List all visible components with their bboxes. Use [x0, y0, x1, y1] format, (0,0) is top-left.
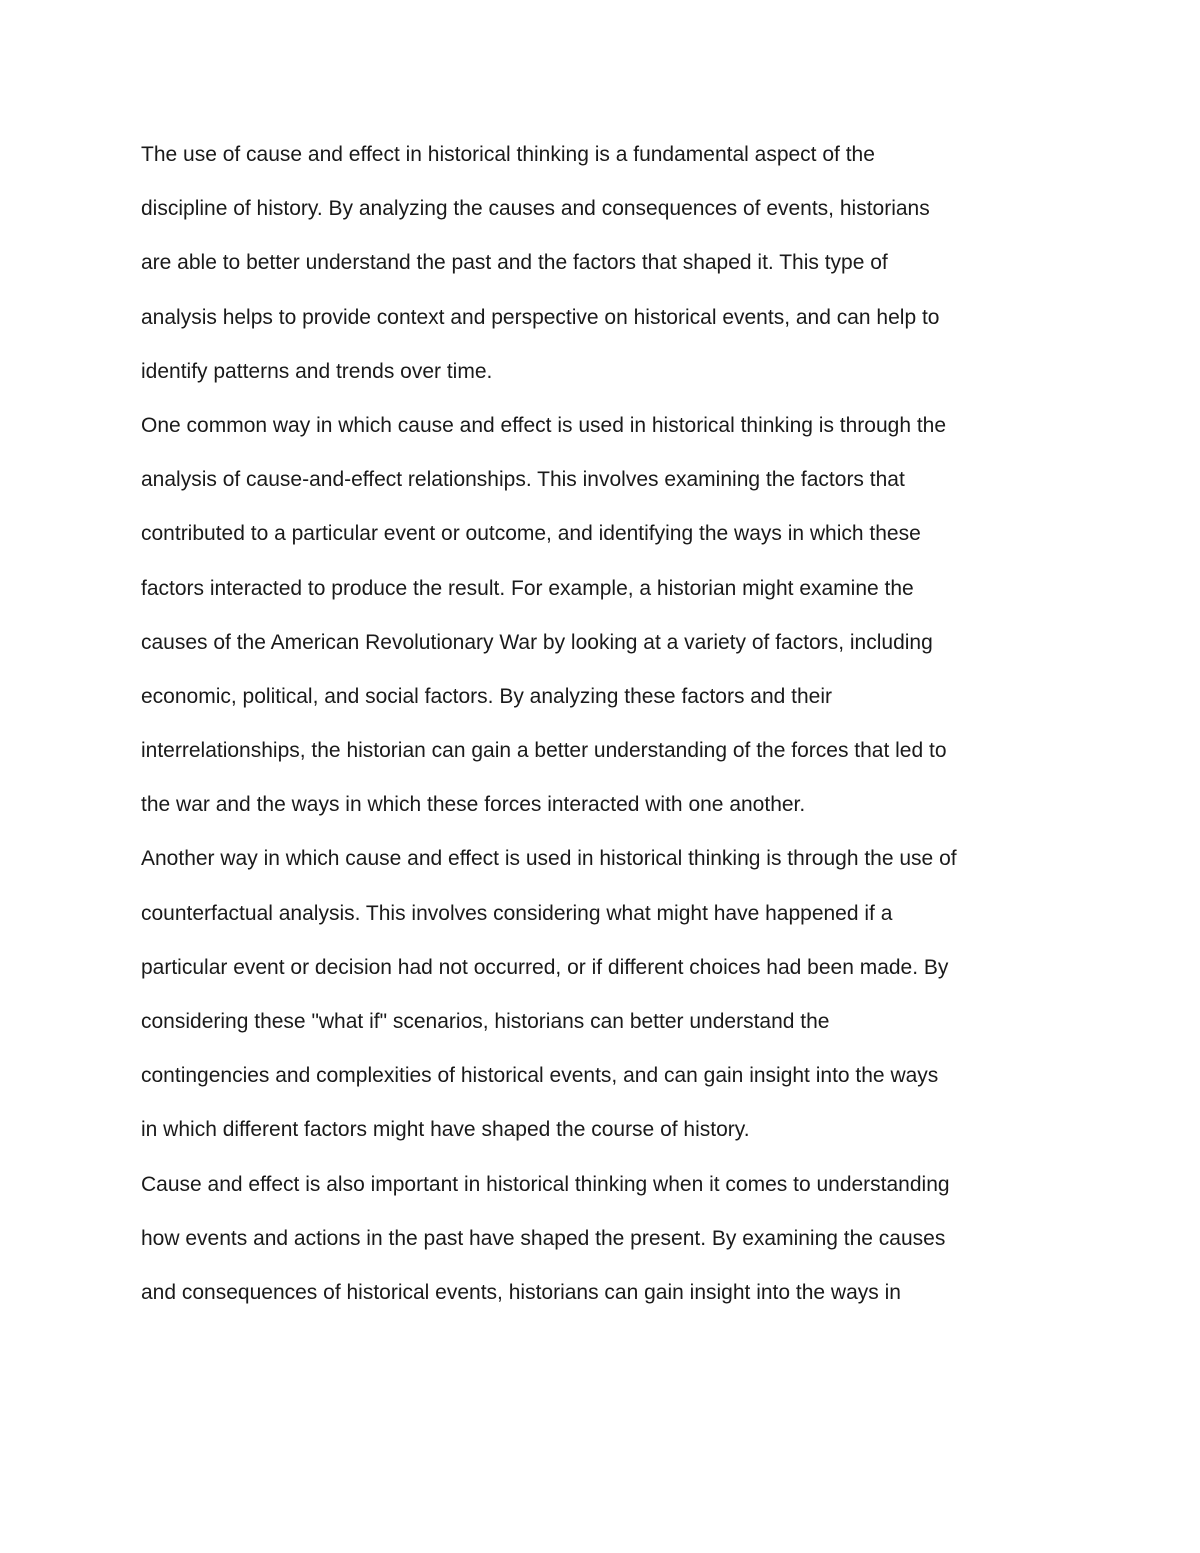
text-line: economic, political, and social factors. By analyzing these factors and their: [141, 684, 833, 708]
text-line: contingencies and complexities of historical events, and can gain insight into the ways: [141, 1064, 939, 1088]
text-line: analysis of cause-and-effect relationships. This involves examining the factors that: [141, 468, 905, 492]
text-line: considering these "what if" scenarios, historians can better understand the: [141, 1010, 830, 1033]
text-line: are able to better understand the past and the factors that shaped it. This type of: [141, 251, 888, 275]
text-line: interrelationships, the historian can gain a better understanding of the forces that led to: [141, 739, 947, 763]
text-line: causes of the American Revolutionary War by looking at a variety of factors, including: [141, 630, 933, 654]
text-line: the war and the ways in which these forces interacted with one another.: [141, 793, 806, 817]
text-line: identify patterns and trends over time.: [141, 359, 493, 383]
text-line: discipline of history. By analyzing the causes and consequences of events, historians: [141, 197, 930, 221]
text-line: factors interacted to produce the result. For example, a historian might examine the: [141, 576, 914, 600]
text-line: counterfactual analysis. This involves considering what might have happened if a: [141, 901, 893, 925]
text-line: One common way in which cause and effect is used in historical thinking is through the: [141, 413, 947, 437]
text-line: in which different factors might have shaped the course of history.: [141, 1118, 750, 1142]
text-line: and consequences of historical events, historians can gain insight into the ways in: [141, 1280, 901, 1304]
text-line: contributed to a particular event or outcome, and identifying the ways in which these: [141, 522, 921, 546]
text-line: The use of cause and effect in historical thinking is a fundamental aspect of the: [141, 143, 875, 166]
document-body: [141, 128, 1101, 1320]
text-line: analysis helps to provide context and perspective on historical events, and can help to: [141, 305, 940, 329]
text-line: Cause and effect is also important in historical thinking when it comes to understanding: [141, 1172, 950, 1196]
text-line: particular event or decision had not occurred, or if different choices had been made. By: [141, 955, 949, 979]
text-line: how events and actions in the past have shaped the present. By examining the causes: [141, 1226, 946, 1250]
text-line: Another way in which cause and effect is used in historical thinking is through the use of: [141, 847, 957, 871]
